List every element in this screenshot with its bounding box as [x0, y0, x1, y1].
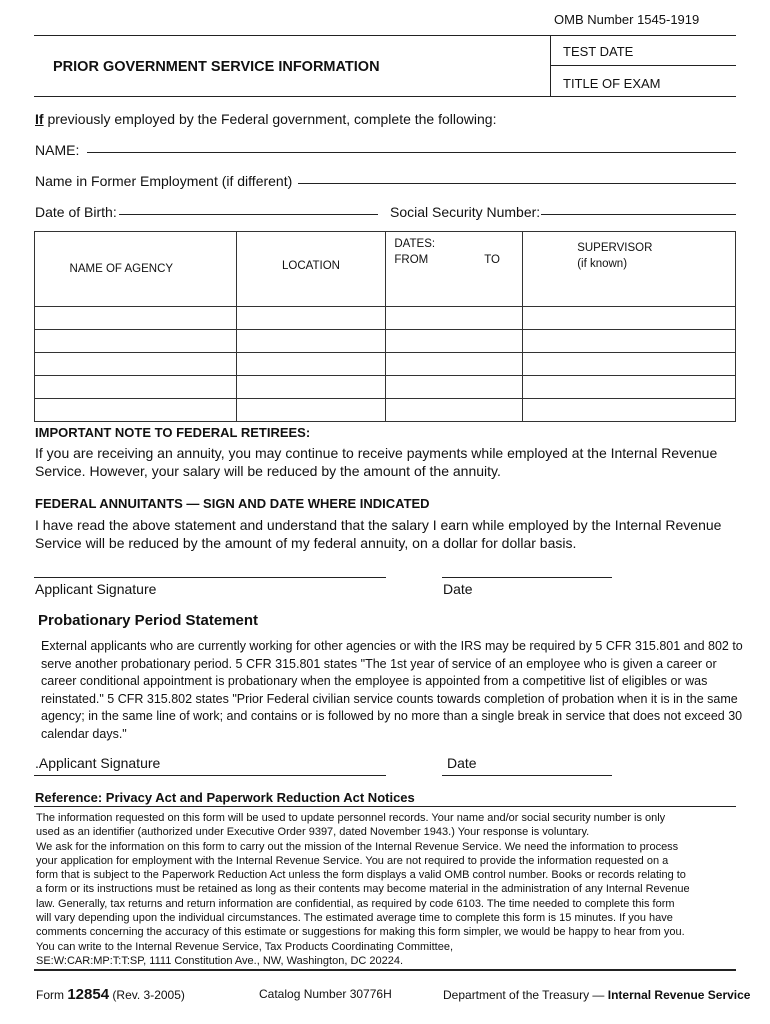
reference-text — [36, 811, 690, 968]
department — [443, 988, 750, 1002]
reference-line: form that is subject to the Paperwork Reduction Act unless the form displays a valid OMB control number. Books or records relating to — [36, 869, 686, 882]
page-title: PRIOR GOVERNMENT SERVICE INFORMATION — [53, 59, 380, 75]
reference-line: You can write to the Internal Revenue Service, Tax Products Coordinating Committee, — [36, 940, 454, 953]
form-id — [36, 986, 185, 1003]
col-supervisor-label: SUPERVISOR — [577, 242, 653, 254]
date-line-2[interactable] — [442, 775, 612, 776]
supervisor-cell[interactable] — [523, 307, 736, 330]
reference-line: a form or its instructions must be retained as long as their contents may become material in the administration of any Internal Revenue — [36, 883, 690, 896]
header-bottom-rule — [34, 96, 736, 97]
table-header-row — [35, 232, 736, 307]
col-agency-header — [35, 232, 237, 307]
annuitants-line-2: Service will be reduced by the amount of my federal annuity, on a dollar for dollar basis. — [35, 535, 577, 551]
location-cell[interactable] — [236, 353, 386, 376]
dob-field[interactable] — [119, 214, 378, 215]
applicant-signature-line-2[interactable] — [34, 775, 386, 776]
col-dates-header — [386, 232, 523, 307]
former-name-field[interactable] — [298, 183, 736, 184]
agency-cell[interactable] — [35, 376, 237, 399]
dates-cell[interactable] — [386, 376, 523, 399]
intro-rest: previously employed by the Federal government, complete the following: — [43, 111, 497, 127]
intro-text — [35, 111, 496, 127]
ssn-field[interactable] — [541, 214, 736, 215]
col-location-label: LOCATION — [282, 260, 340, 272]
probation-line: External applicants who are currently working for other agencies or with the IRS may be required by 5 CFR 315.801 and 802 to — [41, 639, 743, 653]
col-from-label: FROM — [394, 254, 429, 266]
department-name: Department of the Treasury — — [443, 988, 605, 1002]
location-cell[interactable] — [236, 376, 386, 399]
retirees-line-1: If you are receiving an annuity, you may continue to receive payments while employed at the Internal Revenue — [35, 445, 718, 461]
annuitants-line-1: I have read the above statement and understand that the salary I earn while employed by the Internal Revenue — [35, 517, 722, 533]
probation-line: career conditional appointment is probationary when the employee is appointed from a competitive list of eligibles or was — [41, 674, 708, 689]
dob-label: Date of Birth: — [35, 204, 117, 220]
reference-line: used as an identifier (authorized under Executive Order 9397, dated November 1943.) Your response is voluntary. — [36, 826, 590, 839]
annuitants-text — [35, 516, 721, 552]
applicant-signature-label-2: .Applicant Signature — [35, 755, 161, 771]
supervisor-cell[interactable] — [523, 353, 736, 376]
supervisor-cell[interactable] — [523, 376, 736, 399]
retirees-line-2: Service. However, your salary will be reduced by the amount of the annuity. — [35, 463, 501, 479]
header-divider — [550, 35, 551, 97]
probation-line: serve another probationary period. 5 CFR 315.801 states "The 1st year of service of an employee who is given a career or — [41, 656, 717, 671]
footer-rule — [34, 969, 736, 971]
reference-line: law. Generally, tax returns and return information are confidential, as required by code 6103. The time needed to complete this form — [36, 897, 675, 910]
agency-cell[interactable] — [35, 330, 237, 353]
location-cell[interactable] — [236, 330, 386, 353]
irs-name: Internal Revenue Service — [607, 988, 751, 1002]
table-row — [35, 376, 736, 399]
agency-cell[interactable] — [35, 399, 237, 422]
header-top-rule — [34, 35, 736, 36]
agency-cell[interactable] — [35, 307, 237, 330]
location-cell[interactable] — [236, 307, 386, 330]
agency-cell[interactable] — [35, 353, 237, 376]
col-supervisor-header — [523, 232, 736, 307]
probation-line: calendar days." — [41, 726, 127, 741]
table-row — [35, 307, 736, 330]
reference-line: We ask for the information on this form to carry out the mission of the Internal Revenue Service. We need the information to process — [36, 840, 679, 853]
name-field[interactable] — [87, 152, 736, 153]
reference-line: your application for employment with the Internal Revenue Service. You are not required to provide the information requested on a — [36, 854, 669, 867]
col-location-header — [236, 232, 386, 307]
reference-line: SE:W:CAR:MP:T:T:SP, 1111 Constitution Ave., NW, Washington, DC 20224. — [36, 954, 404, 967]
location-cell[interactable] — [236, 399, 386, 422]
supervisor-cell[interactable] — [523, 330, 736, 353]
name-label: NAME: — [35, 142, 80, 158]
table-row — [35, 353, 736, 376]
probation-line: agency; in the same line of work; and contains or is followed by no more than a single break in service that does not exceed 30 — [41, 709, 743, 724]
reference-heading: Reference: Privacy Act and Paperwork Reduction Act Notices — [35, 790, 415, 805]
dates-cell[interactable] — [386, 399, 523, 422]
date-label-1: Date — [443, 581, 473, 597]
header-mid-rule — [550, 65, 736, 66]
dates-cell[interactable] — [386, 330, 523, 353]
date-label-2: Date — [447, 755, 477, 771]
ssn-label: Social Security Number: — [390, 204, 541, 220]
probation-line: reinstated." 5 CFR 315.802 states "Prior Federal civilian service counts towards completion of probation when it is in the same — [41, 691, 738, 706]
supervisor-cell[interactable] — [523, 399, 736, 422]
form-revision: (Rev. 3-2005) — [112, 988, 185, 1002]
form-number: 12854 — [67, 986, 110, 1003]
probation-heading: Probationary Period Statement — [38, 612, 259, 629]
reference-line: will vary depending upon the individual circumstances. The estimated average time to complete this form is 15 minutes. If you have — [36, 912, 673, 925]
table-row — [35, 330, 736, 353]
dates-cell[interactable] — [386, 353, 523, 376]
table-row — [35, 399, 736, 422]
title-of-exam-label: TITLE OF EXAM — [563, 76, 661, 91]
retirees-text — [35, 444, 717, 480]
retirees-heading: IMPORTANT NOTE TO FEDERAL RETIREES: — [35, 425, 311, 440]
former-name-label: Name in Former Employment (if different) — [35, 173, 293, 189]
date-line-1[interactable] — [442, 577, 612, 578]
reference-line: comments concerning the accuracy of this estimate or suggestions for making this form simpler, we would be happy to hear from you. — [36, 926, 685, 939]
probation-text — [41, 638, 743, 744]
test-date-label: TEST DATE — [563, 44, 634, 59]
dates-cell[interactable] — [386, 307, 523, 330]
form-prefix: Form — [36, 988, 64, 1002]
applicant-signature-line-1[interactable] — [34, 577, 386, 578]
col-agency-label: NAME OF AGENCY — [69, 263, 174, 275]
annuitants-heading: FEDERAL ANNUITANTS — SIGN AND DATE WHERE INDICATED — [35, 496, 430, 511]
omb-number: OMB Number 1545-1919 — [554, 12, 700, 27]
reference-rule — [34, 806, 736, 807]
applicant-signature-label-1: Applicant Signature — [35, 581, 157, 597]
prior-service-table — [34, 231, 736, 422]
col-to-label: TO — [484, 254, 500, 266]
catalog-number: Catalog Number 30776H — [259, 987, 392, 1001]
reference-line: The information requested on this form will be used to update personnel records. Your name and/or social security number is only — [36, 812, 666, 824]
col-dates-label: DATES: — [394, 238, 436, 250]
intro-lead: If — [35, 111, 44, 127]
col-supervisor-note: (if known) — [577, 258, 628, 270]
